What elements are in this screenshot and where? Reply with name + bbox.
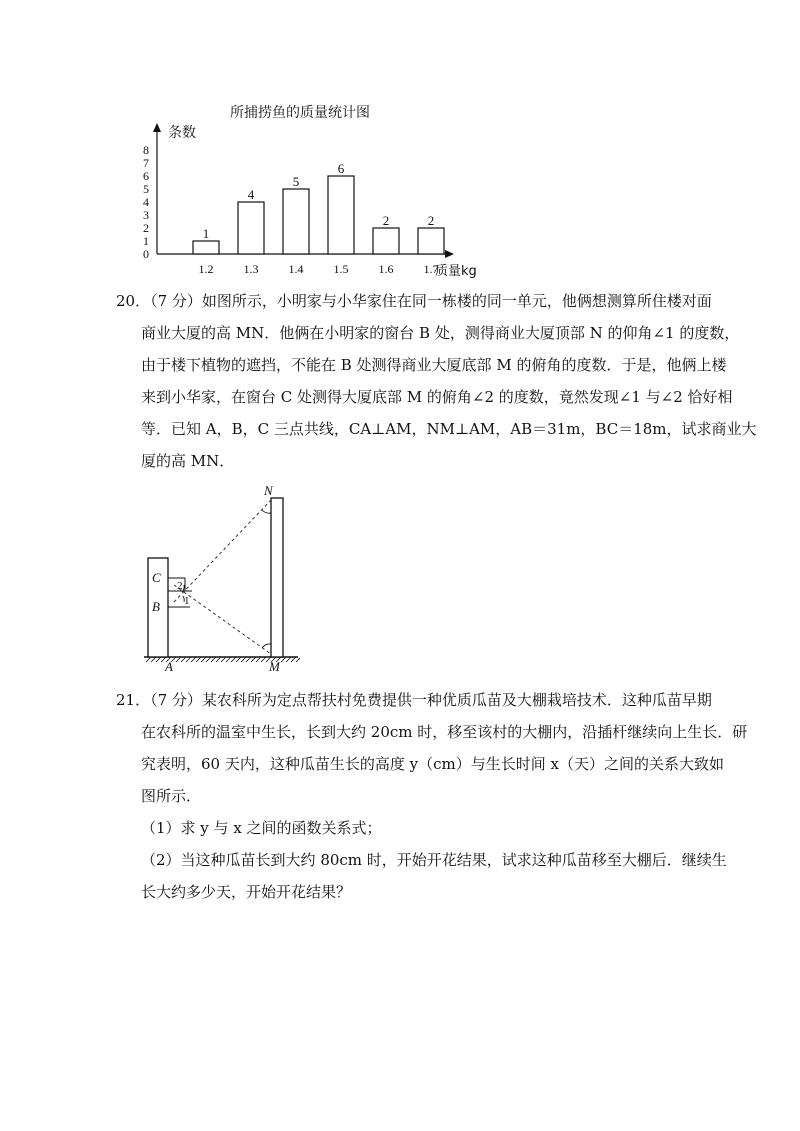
label-b: B <box>152 599 160 614</box>
q21-line-1: 21．（7 分）某农科所为定点帮扶村免费提供一种优质瓜苗及大棚栽培技术．这种瓜苗早期 <box>116 691 712 709</box>
label-n: N <box>264 483 273 498</box>
q21-part-2-line-2: 长大约多少天，开始开花结果？ <box>141 883 352 901</box>
x-tick-label: 1.7 <box>423 262 439 276</box>
angle-arc-n <box>262 510 271 513</box>
bar-value-label: 2 <box>427 213 435 228</box>
y-tick-label: 6 <box>143 169 149 183</box>
commercial-building <box>271 498 283 657</box>
bar-value-label: 1 <box>202 226 210 241</box>
q20-line-5: 等．已知 A，B，C 三点共线，CA⊥AM，NM⊥AM，AB＝31m，BC＝18m，试求商业大 <box>141 420 757 438</box>
bar <box>193 241 219 254</box>
q21-part-1: （1）求 y 与 x 之间的函数关系式； <box>141 819 382 837</box>
bar <box>283 189 309 254</box>
bar <box>418 228 444 254</box>
bar-value-label: 6 <box>337 161 345 176</box>
q20-line-4: 来到小华家，在窗台 C 处测得大厦底部 M 的俯角∠2 的度数，竟然发现∠1 与∠2 恰好相 <box>141 388 733 406</box>
y-tick-label: 3 <box>143 208 149 222</box>
y-tick-label: 1 <box>143 234 149 248</box>
y-axis-arrow <box>153 123 161 132</box>
y-tick-label: 8 <box>143 143 149 157</box>
q20-building-figure <box>140 482 300 674</box>
q20-line-3: 由于楼下植物的遮挡，不能在 B 处测得商业大厦底部 M 的俯角的度数．于是，他俩上楼 <box>141 356 727 374</box>
y-axis-label: 条数 <box>168 125 196 141</box>
y-tick-label: 4 <box>143 195 149 209</box>
q21-line-4: 图所示． <box>141 787 202 805</box>
bar-value-label: 2 <box>382 213 390 228</box>
x-tick-label: 1.3 <box>243 262 259 276</box>
q20-line-6: 厦的高 MN． <box>141 452 235 470</box>
bar <box>328 176 354 254</box>
label-m: M <box>269 659 280 674</box>
y-tick-label: 2 <box>143 221 149 235</box>
bar <box>238 202 264 254</box>
x-tick-label: 1.5 <box>333 262 349 276</box>
bar-value-label: 5 <box>292 174 300 189</box>
y-tick-label: 5 <box>143 182 149 196</box>
bar-value-label: 4 <box>247 187 255 202</box>
q20-line-2: 商业大厦的高 MN．他俩在小明家的窗台 B 处，测得商业大厦顶部 N 的仰角∠1 的度数， <box>141 324 740 342</box>
label-a: A <box>165 659 173 674</box>
bar <box>373 228 399 254</box>
q21-line-2: 在农科所的温室中生长，长到大约 20cm 时，移至该村的大棚内，沿插杆继续向上生长．研 <box>141 723 748 741</box>
q21-line-3: 究表明，60 天内，这种瓜苗生长的高度 y（cm）与生长时间 x（天）之间的关系大致如 <box>141 755 724 773</box>
label-angle-1: 1 <box>184 595 190 607</box>
y-tick-label: 7 <box>143 156 149 170</box>
y-tick-label: 0 <box>143 247 149 261</box>
angle-arc-m <box>262 644 271 648</box>
chart-title: 所捕捞鱼的质量统计图 <box>230 105 370 121</box>
fish-weight-bar-chart <box>130 95 490 285</box>
x-axis-label: 质量kg <box>435 264 477 279</box>
x-tick-label: 1.4 <box>288 262 304 276</box>
x-tick-label: 1.2 <box>198 262 214 276</box>
q21-part-2-line-1: （2）当这种瓜苗长到大约 80cm 时，开始开花结果，试求这种瓜苗移至大棚后．继续生 <box>141 851 727 869</box>
label-c: C <box>152 570 161 585</box>
x-tick-label: 1.6 <box>378 262 394 276</box>
label-angle-2: 2 <box>177 580 183 592</box>
q20-line-1: 20．（7 分）如图所示，小明家与小华家住在同一栋楼的同一单元，他俩想测算所住楼对面 <box>116 292 712 310</box>
sight-line-bn <box>174 500 271 602</box>
x-axis-arrow <box>445 250 454 258</box>
